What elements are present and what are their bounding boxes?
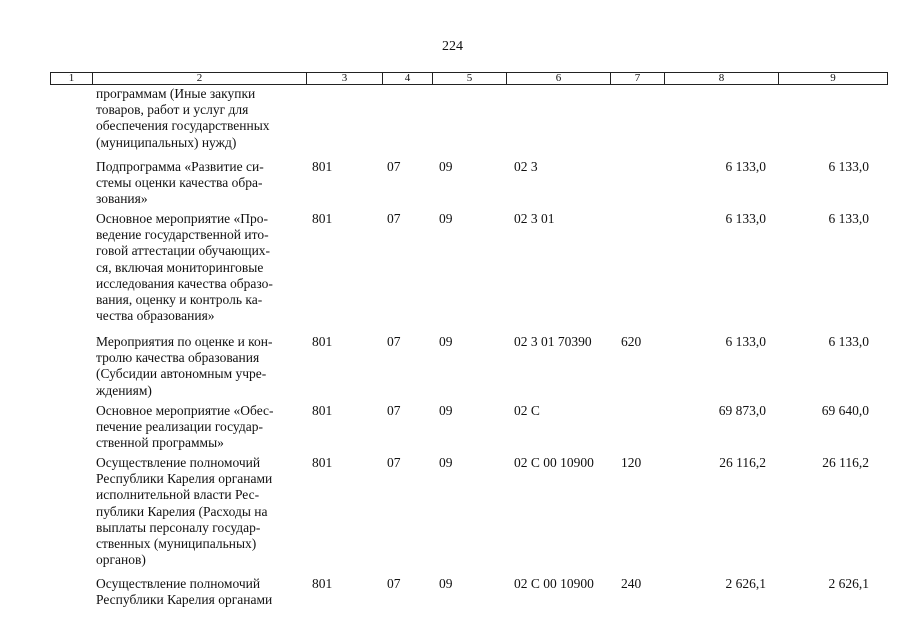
row-section-code: 07 [387, 403, 401, 418]
header-col-2: 2 [93, 73, 307, 84]
row-description: программам (Иные закупки товаров, работ и услуг для обеспечения государственных (муниципальных) нужд) [96, 86, 270, 150]
row-subsection-code: 09 [439, 403, 453, 418]
row-amount-2: 26 116,2 [822, 455, 869, 470]
row-amount-2: 2 626,1 [828, 576, 869, 591]
row-subsection-code: 09 [439, 576, 453, 591]
header-col-4: 4 [383, 73, 433, 84]
row-expense-type: 240 [621, 576, 642, 591]
row-subsection-code: 09 [439, 455, 453, 470]
row-amount-1: 6 133,0 [725, 211, 766, 226]
header-col-6: 6 [507, 73, 611, 84]
row-ministry-code: 801 [312, 403, 333, 418]
row-amount-2: 6 133,0 [828, 334, 869, 349]
row-expense-type: 120 [621, 455, 642, 470]
row-section-code: 07 [387, 576, 401, 591]
row-ministry-code: 801 [312, 455, 333, 470]
row-target-code: 02 3 01 70390 [514, 334, 592, 349]
row-target-code: 02 С 00 10900 [514, 455, 594, 470]
header-col-5: 5 [433, 73, 507, 84]
row-amount-2: 6 133,0 [828, 211, 869, 226]
row-amount-1: 6 133,0 [725, 334, 766, 349]
row-ministry-code: 801 [312, 334, 333, 349]
row-amount-1: 2 626,1 [725, 576, 766, 591]
header-col-7: 7 [611, 73, 665, 84]
row-description: Мероприятия по оценке и кон- тролю качества образования (Субсидии автономным учре- ждениям) [96, 334, 273, 398]
row-description: Основное мероприятие «Обес- печение реализации государ- ственной программы» [96, 403, 274, 451]
row-target-code: 02 С 00 10900 [514, 576, 594, 591]
row-ministry-code: 801 [312, 211, 333, 226]
row-description: Осуществление полномочий Республики Карелия органами исполнительной власти Рес- публики Карелия (Расходы на выплаты персоналу государ- ственных (муниципальных) органов) [96, 455, 273, 568]
table-header [50, 72, 888, 85]
row-section-code: 07 [387, 211, 401, 226]
row-section-code: 07 [387, 334, 401, 349]
row-amount-1: 26 116,2 [719, 455, 766, 470]
header-col-3: 3 [307, 73, 383, 84]
row-expense-type: 620 [621, 334, 642, 349]
row-target-code: 02 3 01 [514, 211, 555, 226]
row-ministry-code: 801 [312, 576, 333, 591]
header-col-9: 9 [830, 72, 836, 84]
row-amount-1: 69 873,0 [718, 403, 766, 418]
row-description: Основное мероприятие «Про- ведение государственной ито- говой аттестации обучающих- ся, включая мониторинговые исследования качества образо- вания, оценку и контроль ка- чества образования» [96, 211, 273, 324]
row-amount-2: 69 640,0 [821, 403, 869, 418]
row-amount-2: 6 133,0 [828, 159, 869, 174]
header-col-8: 8 [665, 73, 779, 84]
row-subsection-code: 09 [439, 159, 453, 174]
row-subsection-code: 09 [439, 211, 453, 226]
row-description: Осуществление полномочий Республики Карелия органами [96, 576, 273, 608]
row-section-code: 07 [387, 455, 401, 470]
row-subsection-code: 09 [439, 334, 453, 349]
row-ministry-code: 801 [312, 159, 333, 174]
row-amount-1: 6 133,0 [725, 159, 766, 174]
row-section-code: 07 [387, 159, 401, 174]
row-target-code: 02 3 [514, 159, 538, 174]
row-target-code: 02 С [514, 403, 540, 418]
page-number: 224 [442, 39, 463, 54]
header-col-1: 1 [51, 73, 93, 84]
row-description: Подпрограмма «Развитие си- стемы оценки качества обра- зования» [96, 159, 264, 207]
